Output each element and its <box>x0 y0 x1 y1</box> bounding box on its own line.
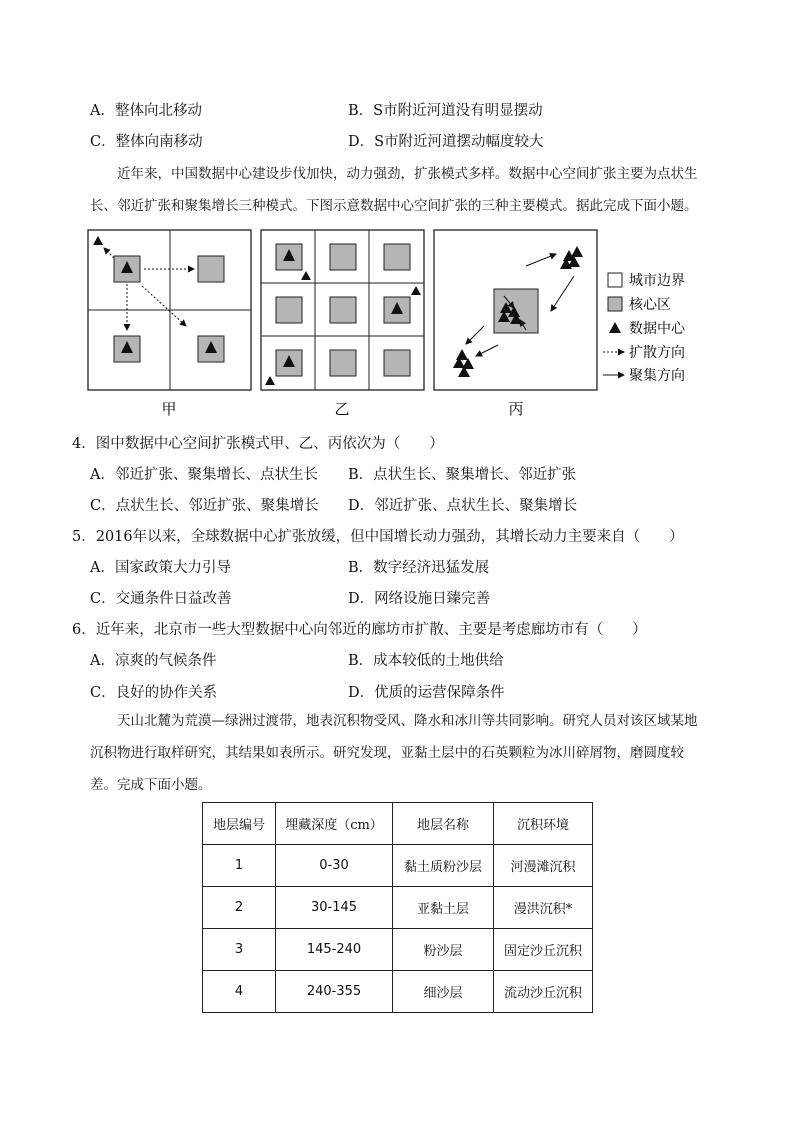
question-5-stem: 5．2016年以来，全球数据中心扩张放缓，但中国增长动力强劲，其增长动力主要来自（ ） <box>72 529 684 545</box>
table-cell: 3 <box>203 929 276 971</box>
panel-label-bing: 丙 <box>508 400 524 418</box>
option-c: C．整体向南移动 <box>90 134 203 150</box>
option-a: A．整体向北移动 <box>90 103 202 119</box>
strata-table <box>202 802 593 1013</box>
table-row <box>203 887 593 929</box>
option-d: D．S市附近河道摆动幅度较大 <box>348 134 544 150</box>
panel-bing <box>434 230 597 390</box>
table-header: 地层编号 <box>203 803 276 845</box>
q6-option-c: C．良好的协作关系 <box>90 685 218 701</box>
q5-option-a: A．国家政策大力引导 <box>90 560 231 576</box>
q4-option-d: D．邻近扩张、点状生长、聚集增长 <box>348 498 578 514</box>
table-cell: 黏土质粉沙层 <box>393 845 494 887</box>
q6-option-a: A．凉爽的气候条件 <box>90 653 217 669</box>
table-header: 埋藏深度（cm） <box>276 803 393 845</box>
table-cell: 1 <box>203 845 276 887</box>
table-cell: 亚黏土层 <box>393 887 494 929</box>
q5-option-d: D．网络设施日臻完善 <box>348 591 491 607</box>
table-cell: 粉沙层 <box>393 929 494 971</box>
table-cell: 漫洪沉积* <box>494 887 593 929</box>
q5-option-c: C．交通条件日益改善 <box>90 591 232 607</box>
question-4-stem: 4．图中数据中心空间扩张模式甲、乙、丙依次为（ ） <box>72 436 444 452</box>
q6-option-d: D．优质的运营保障条件 <box>348 685 505 701</box>
table-row <box>203 971 593 1013</box>
table-row <box>203 929 593 971</box>
table-cell: 30-145 <box>276 887 393 929</box>
q4-option-a: A．邻近扩张、聚集增长、点状生长 <box>90 467 318 483</box>
q4-option-c: C．点状生长、邻近扩张、聚集增长 <box>90 498 319 514</box>
table-cell: 细沙层 <box>393 971 494 1013</box>
legend-city-boundary-swatch <box>608 273 622 287</box>
panel-yi <box>261 230 424 390</box>
table-cell: 0-30 <box>276 845 393 887</box>
q5-option-b: B．数字经济迅猛发展 <box>348 560 490 576</box>
table-cell: 流动沙丘沉积 <box>494 971 593 1013</box>
table-row <box>203 845 593 887</box>
table-cell: 河漫滩沉积 <box>494 845 593 887</box>
legend-datacenter: 数据中心 <box>629 321 685 337</box>
legend-aggregation: 聚集方向 <box>629 368 685 384</box>
q6-option-b: B．成本较低的土地供给 <box>348 653 504 669</box>
legend-core-zone-swatch <box>608 297 622 311</box>
panel-label-jia: 甲 <box>161 400 177 418</box>
table-header: 地层名称 <box>393 803 494 845</box>
intro-paragraph-datacenter: 近年来，中国数据中心建设步伐加快，动力强劲，扩张模式多样。数据中心空间扩张主要为点状生长、邻近扩张和聚集增长三种模式。下图示意数据中心空间扩张的三种主要模式。据此完成下面小题。 <box>90 166 698 214</box>
q4-option-b: B．点状生长、聚集增长、邻近扩张 <box>348 467 577 483</box>
legend-city-boundary: 城市边界 <box>629 273 685 289</box>
table-header-row <box>203 803 593 845</box>
option-b: B．S市附近河道没有明显摆动 <box>348 103 543 119</box>
table-header: 沉积环境 <box>494 803 593 845</box>
legend-core-zone: 核心区 <box>629 297 671 313</box>
datacenter-expansion-figure <box>86 226 726 422</box>
legend-diffusion: 扩散方向 <box>629 345 685 361</box>
panel-label-yi: 乙 <box>334 400 350 418</box>
table-cell: 固定沙丘沉积 <box>494 929 593 971</box>
panel-jia <box>88 230 251 390</box>
question-6-stem: 6．近年来，北京市一些大型数据中心向邻近的廊坊市扩散、主要是考虑廊坊市有（ ） <box>72 622 647 638</box>
figure-legend <box>603 273 686 384</box>
table-cell: 4 <box>203 971 276 1013</box>
table-cell: 240-355 <box>276 971 393 1013</box>
legend-datacenter-icon <box>609 322 621 333</box>
intro-paragraph-tianshan: 天山北麓为荒漠—绿洲过渡带，地表沉积物受风、降水和冰川等共同影响。研究人员对该区域某地沉积物进行取样研究，其结果如表所示。研究发现，亚黏土层中的石英颗粒为冰川碎屑物，磨圆度较差。完成下面小题。 <box>90 713 698 793</box>
table-cell: 145-240 <box>276 929 393 971</box>
table-cell: 2 <box>203 887 276 929</box>
